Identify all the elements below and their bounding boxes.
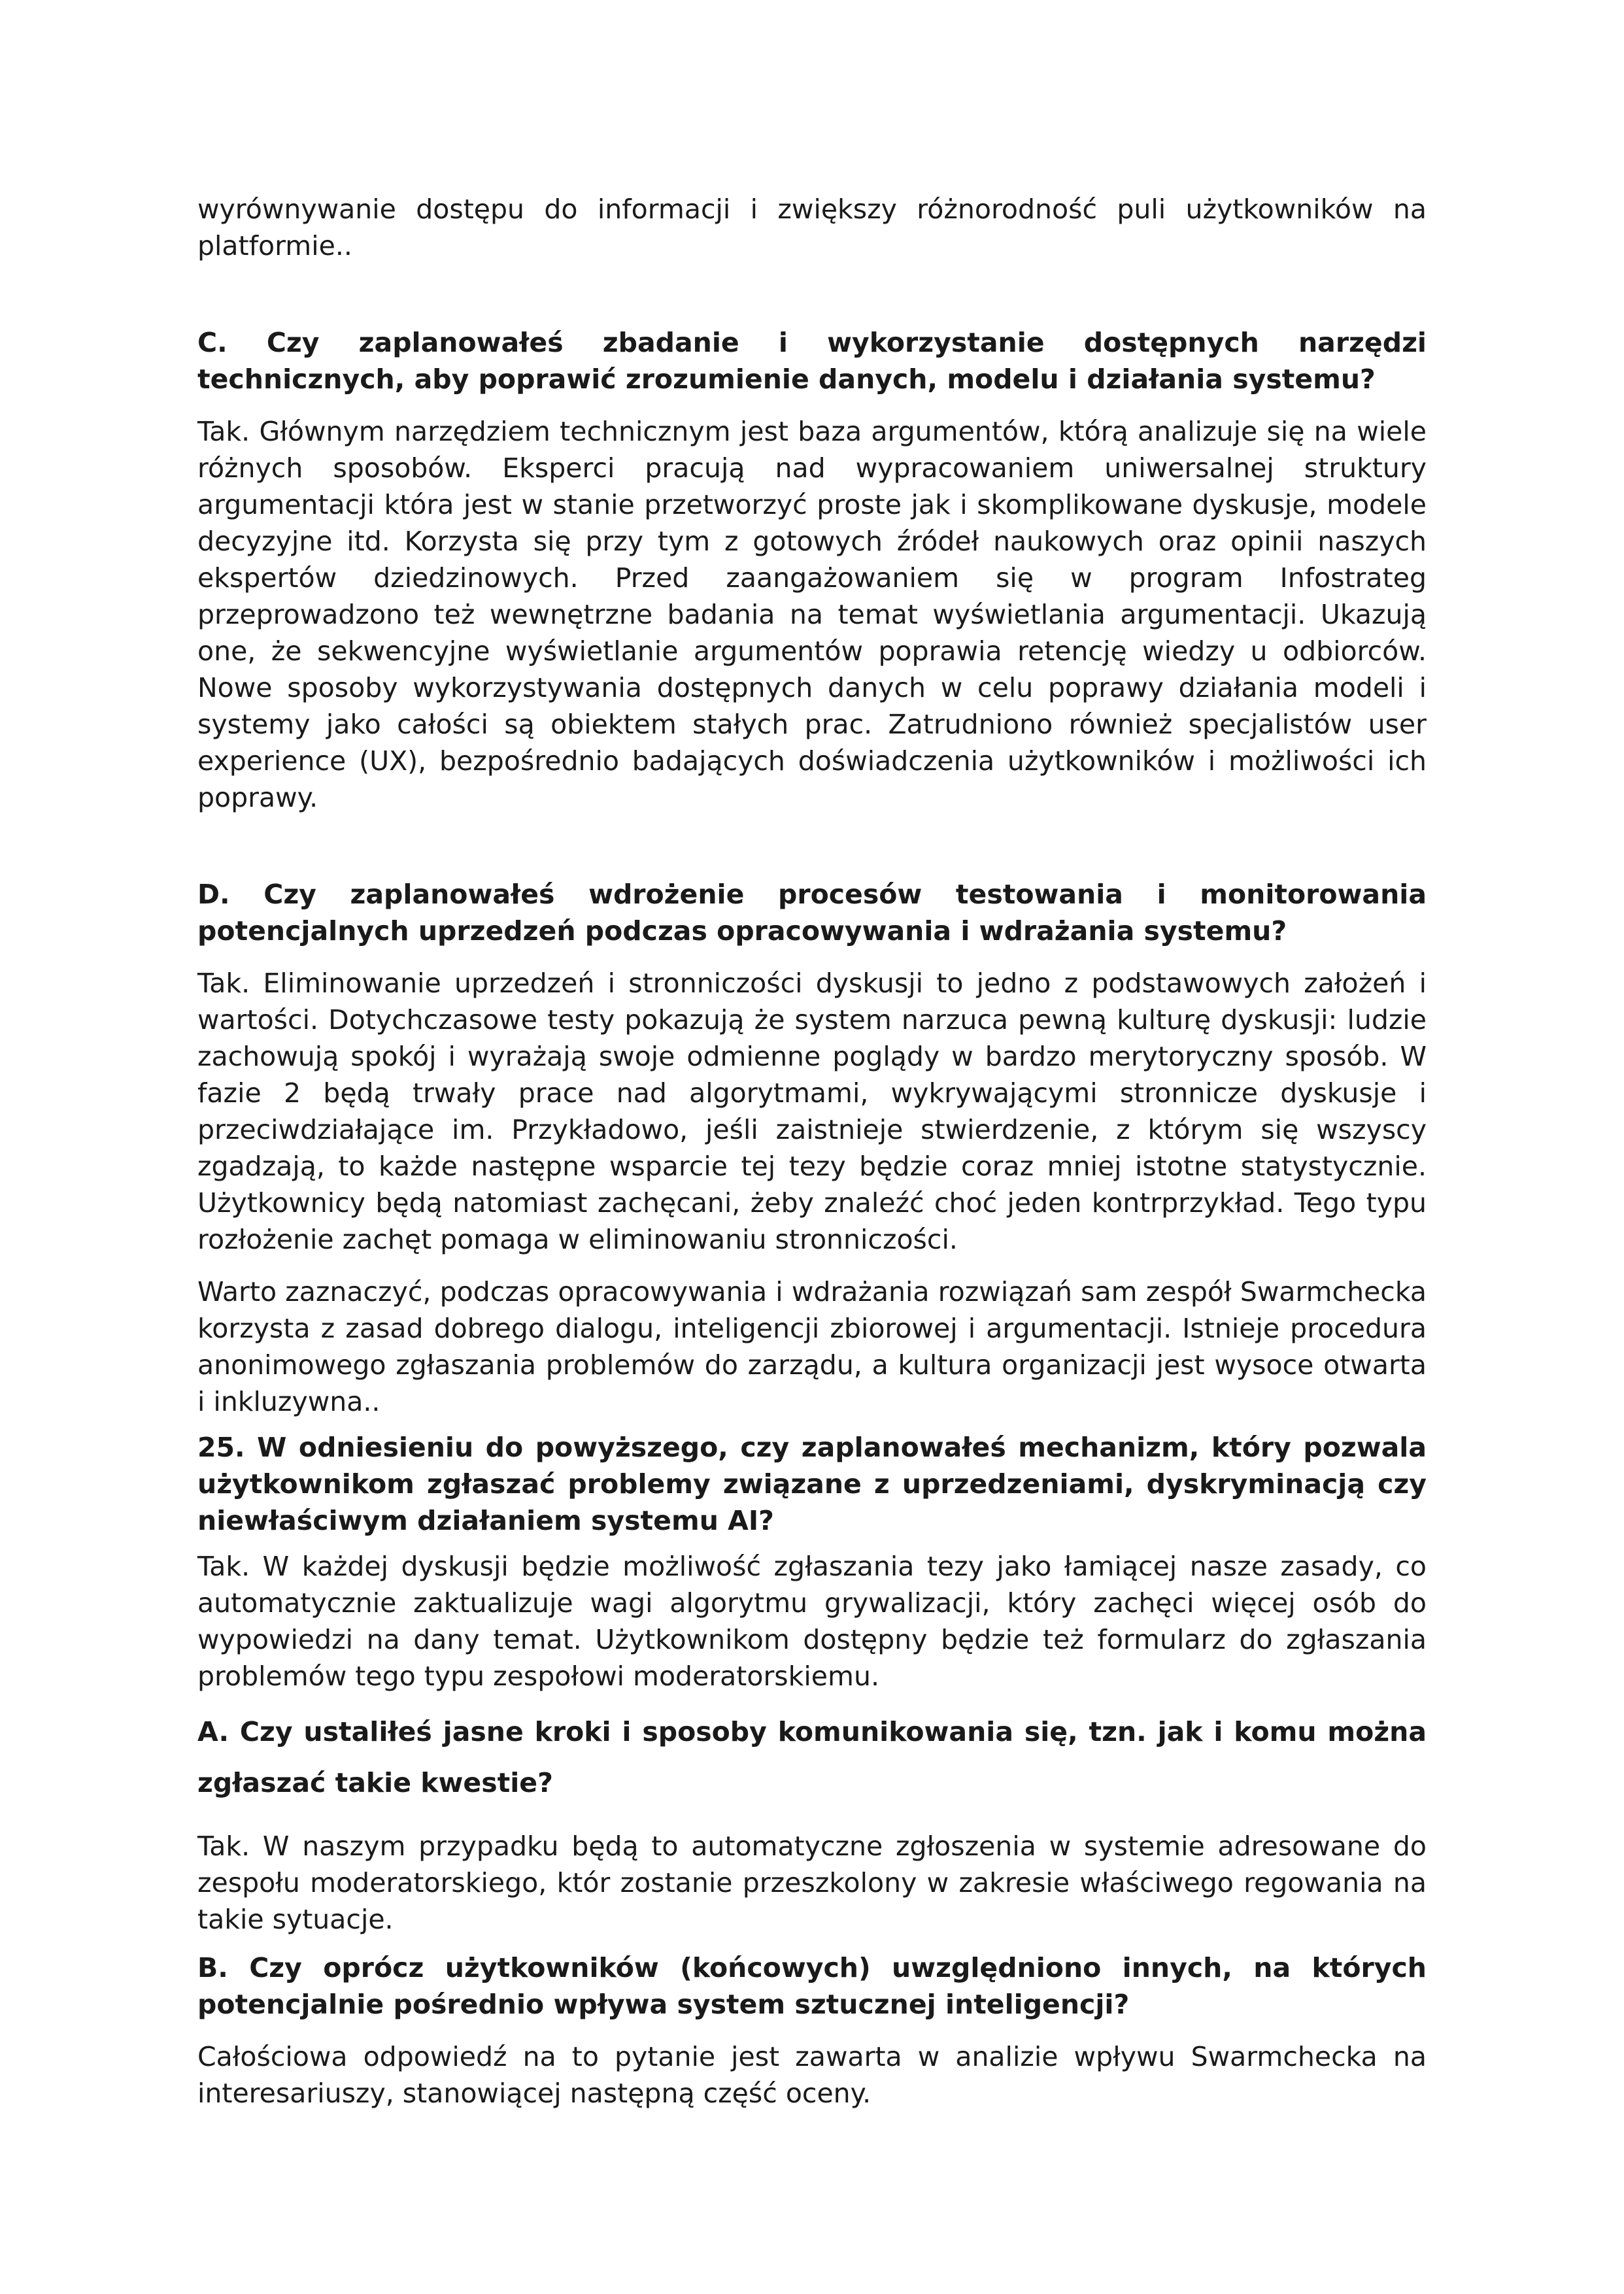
question-c: C. Czy zaplanowałeś zbadanie i wykorzystanie dostępnych narzędzi technicznych, aby poprawić zrozumienie danych, modelu i działania systemu? [197,327,1427,395]
question-25: 25. W odniesieniu do powyższego, czy zaplanowałeś mechanizm, który pozwala użytkownikom zgłaszać problemy związane z uprzedzeniami, dyskryminacją czy niewłaściwym działaniem systemu AI? [197,1432,1427,1536]
question-d: D. Czy zaplanowałeś wdrożenie procesów testowania i monitorowania potencjalnych uprzedzeń podczas opracowywania i wdrażania systemu? [197,879,1427,947]
question-b: B. Czy oprócz użytkowników (końcowych) uwzględniono innych, na których potencjalnie pośrednio wpływa system sztucznej inteligencji? [197,1952,1427,2020]
answer-b: Całościowa odpowiedź na to pytanie jest zawarta w analizie wpływu Swarmchecka na interesariuszy, stanowiącej następną część oceny. [197,2041,1427,2109]
answer-25: Tak. W każdej dyskusji będzie możliwość zgłaszania tezy jako łamiącej nasze zasady, co automatycznie zaktualizuje wagi algorytmu grywalizacji, który zachęci więcej osób do wypowiedzi na dany temat. Użytkownikom dostępny będzie też formularz do zgłaszania problemów tego typu zespołowi moderatorskiemu. [197,1551,1427,1692]
answer-d-paragraph-1: Tak. Eliminowanie uprzedzeń i stronniczości dyskusji to jedno z podstawowych założeń i wartości. Dotychczasowe testy pokazują że system narzuca pewną kulturę dyskusji: ludzie zachowują spokój i wyrażają swoje odmienne poglądy w bardzo merytoryczny sposób. W fazie 2 będą trwały prace nad algorytmami, wykrywającymi stronnicze dyskusje i przeciwdziałające im. Przykładowo, jeśli zaistnieje stwierdzenie, z którym się wszyscy zgadzają, to każde następne wsparcie tej tezy będzie coraz mniej istotne statystycznie. Użytkownicy będą natomiast zachęcani, żeby znaleźć choć jeden kontrprzykład. Tego typu rozłożenie zachęt pomaga w eliminowaniu stronniczości. [197,968,1427,1255]
question-a: A. Czy ustaliłeś jasne kroki i sposoby komunikowania się, tzn. jak i komu można zgłaszać takie kwestie? [197,1716,1427,1798]
answer-d-paragraph-2: Warto zaznaczyć, podczas opracowywania i wdrażania rozwiązań sam zespół Swarmchecka korzysta z zasad dobrego dialogu, inteligencji zbiorowej i argumentacji. Istnieje procedura anonimowego zgłaszania problemów do zarządu, a kultura organizacji jest wysoce otwarta i inkluzywna.. [197,1276,1427,1417]
answer-a: Tak. W naszym przypadku będą to automatyczne zgłoszenia w systemie adresowane do zespołu moderatorskiego, któr zostanie przeszkolony w zakresie właściwego regowania na takie sytuacje. [197,1830,1427,1935]
intro-paragraph: wyrównywanie dostępu do informacji i zwiększy różnorodność puli użytkowników na platformie.. [197,194,1427,261]
document-page [197,191,1427,2112]
answer-c: Tak. Głównym narzędziem technicznym jest baza argumentów, którą analizuje się na wiele różnych sposobów. Eksperci pracują nad wypracowaniem uniwersalnej struktury argumentacji która jest w stanie przetworzyć proste jak i skomplikowane dyskusje, modele decyzyjne itd. Korzysta się przy tym z gotowych źródeł naukowych oraz opinii naszych ekspertów dziedzinowych. Przed zaangażowaniem się w program Infostrateg przeprowadzono też wewnętrzne badania na temat wyświetlania argumentacji. Ukazują one, że sekwencyjne wyświetlanie argumentów poprawia retencję wiedzy u odbiorców. Nowe sposoby wykorzystywania dostępnych danych w celu poprawy działania modeli i systemy jako całości są obiektem stałych prac. Zatrudniono również specjalistów user experience (UX), bezpośrednio badających doświadczenia użytkowników i możliwości ich poprawy. [197,416,1427,813]
